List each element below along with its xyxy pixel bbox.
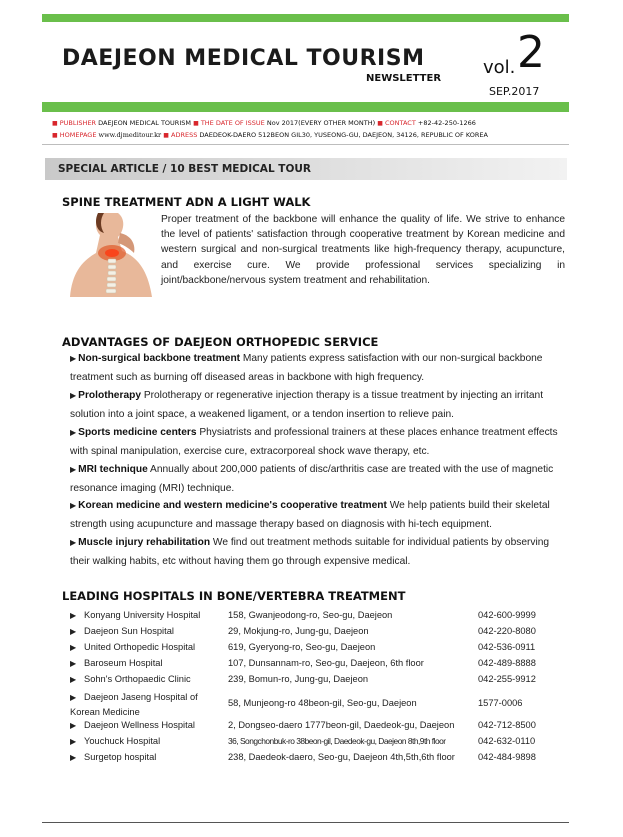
triangle-bullet-icon: ▶: [70, 643, 77, 652]
triangle-bullet-icon: ▶: [70, 428, 77, 437]
top-green-bar: [42, 14, 569, 22]
hospital-phone: 042-712-8500: [478, 720, 536, 730]
triangle-bullet-icon: ▶: [70, 693, 77, 702]
hospital-name: Daejeon Sun Hospital: [84, 626, 174, 636]
hospital-name: Sohn's Orthopaedic Clinic: [84, 674, 191, 684]
triangle-bullet-icon: ▶: [70, 659, 77, 668]
spine-heading: SPINE TREATMENT ADN A LIGHT WALK: [62, 195, 311, 209]
publication-info-line-1: [52, 119, 476, 127]
bottom-divider: [42, 822, 569, 823]
triangle-bullet-icon: ▶: [70, 627, 77, 636]
red-square-icon: ■: [193, 120, 199, 127]
info-value: DAEJEON MEDICAL TOURISM: [98, 119, 191, 127]
hospital-phone: 1577-0006: [478, 698, 523, 708]
advantage-item: [70, 534, 565, 572]
issue-date: SEP.2017: [489, 85, 540, 98]
advantage-term: Non-surgical backbone treatment: [78, 353, 241, 364]
hospital-row: [70, 690, 570, 720]
hospital-address: 36, Songchonbuk-ro 38beon-gil, Daedeok-gu, Daejeon 8th,9th floor: [228, 736, 446, 746]
red-square-icon: ■: [377, 120, 383, 127]
newsletter-subtitle: NEWSLETTER: [366, 73, 442, 84]
hospital-phone: 042-220-8080: [478, 626, 536, 636]
triangle-bullet-icon: ▶: [70, 675, 77, 684]
triangle-bullet-icon: ▶: [70, 721, 77, 730]
info-value: +82-42-250-1266: [417, 119, 476, 127]
homepage-link[interactable]: www.djmeditour.kr: [98, 131, 162, 139]
triangle-bullet-icon: ▶: [70, 391, 77, 400]
volume-label: vol.: [483, 57, 516, 78]
hospital-address: 29, Mokjung-ro, Jung-gu, Daejeon: [228, 626, 369, 636]
hospital-address: 58, Munjeong-ro 48beon-gil, Seo-gu, Daejeon: [228, 698, 417, 708]
hospital-address: 158, Gwanjeodong-ro, Seo-gu, Daejeon: [228, 610, 393, 620]
info-key: ADRESS: [171, 131, 198, 139]
advantage-term: Prolotherapy: [78, 390, 141, 401]
advantage-text: We help patients build their skeletal strength using acupuncture and massage therapy based on diagnosis with hi-tech equipment.: [70, 500, 550, 530]
hospital-name: Konyang University Hospital: [84, 610, 201, 620]
triangle-bullet-icon: ▶: [70, 611, 77, 620]
triangle-bullet-icon: ▶: [70, 737, 77, 746]
advantage-item: [70, 461, 565, 499]
advantage-text: Physiatrists and professional trainers at these places enhance treatment effects with spinal manipulation, exercise cure, extracorporeal shock wave therapy, etc.: [70, 427, 558, 457]
volume-number: 2: [517, 27, 545, 78]
advantage-term: Muscle injury rehabilitation: [78, 537, 211, 548]
masthead-green-bar: [42, 102, 569, 112]
triangle-bullet-icon: ▶: [70, 354, 77, 363]
red-square-icon: ■: [52, 120, 58, 127]
divider: [42, 144, 569, 145]
hospital-name: United Orthopedic Hospital: [84, 642, 196, 652]
info-value: Nov 2017(EVERY OTHER MONTH): [266, 119, 376, 127]
advantage-term: Korean medicine and western medicine's cooperative treatment: [78, 500, 387, 511]
advantage-text: We find out treatment methods suitable for individual patients by observing their walking habits, etc without having them go through expensive medical.: [70, 537, 550, 567]
advantage-item: [70, 497, 565, 535]
hospital-phone: 042-632-0110: [478, 736, 536, 746]
hospital-address: 239, Bomun-ro, Jung-gu, Daejeon: [228, 674, 369, 684]
newsletter-title: DAEJEON MEDICAL TOURISM: [62, 46, 425, 71]
info-value: DAEDEOK-DAERO 512BEON GIL30, YUSEONG-GU, DAEJEON, 34126, REPUBLIC OF KOREA: [199, 131, 488, 139]
neck-pain-photo: [60, 213, 154, 297]
advantage-item: [70, 350, 565, 388]
hospital-address: 2, Dongseo-daero 1777beon-gil, Daedeok-gu, Daejeon: [228, 720, 455, 730]
section-title: SPECIAL ARTICLE / 10 BEST MEDICAL TOUR: [58, 163, 311, 175]
hospital-name: Daejeon Jaseng Hospital of Korean Medicine: [70, 692, 198, 717]
red-square-icon: ■: [163, 132, 169, 139]
hospital-phone: 042-255-9912: [478, 674, 536, 684]
advantage-term: Sports medicine centers: [78, 427, 197, 438]
hospital-phone: 042-600-9999: [478, 610, 536, 620]
hospital-phone: 042-489-8888: [478, 658, 536, 668]
spine-intro-text: Proper treatment of the backbone will enhance the quality of life. We strive to enhance the level of patients' satisfaction through cooperative treatment by Korean medicine and western surgical and non-surgical treatments like high-frequency therapy, acupuncture, and exercise cure. We provide professional services specializing in joint/backbone/nervous system treatment and rehabilitation.: [161, 214, 565, 286]
hospital-name: Baroseum Hospital: [84, 658, 163, 668]
hospital-phone: 042-484-9898: [478, 752, 536, 762]
triangle-bullet-icon: ▶: [70, 501, 77, 510]
advantage-item: [70, 424, 565, 462]
advantage-item: [70, 387, 565, 425]
hospital-name: Daejeon Wellness Hospital: [84, 720, 195, 730]
triangle-bullet-icon: ▶: [70, 465, 77, 474]
publication-info-line-2: [52, 131, 488, 139]
hospitals-heading: LEADING HOSPITALS IN BONE/VERTEBRA TREATMENT: [62, 589, 406, 603]
hospital-address: 619, Gyeryong-ro, Seo-gu, Daejeon: [228, 642, 376, 652]
advantage-text: Prolotherapy or regenerative injection therapy is a tissue treatment by injecting an irritant solution into a joint space, a weakened ligament, or a tendon insertion to relieve pain.: [70, 390, 544, 420]
info-key: THE DATE OF ISSUE: [200, 119, 265, 127]
advantage-text: Many patients express satisfaction with our non-surgical backbone treatment such as burning off diseased areas in backbone with high frequency.: [70, 353, 543, 383]
hospital-address: 238, Daedeok-daero, Seo-gu, Daejeon 4th,5th,6th floor: [228, 752, 455, 762]
info-key: CONTACT: [384, 119, 416, 127]
advantage-term: MRI technique: [78, 464, 148, 475]
hospital-name: Youchuck Hospital: [84, 736, 161, 746]
red-square-icon: ■: [52, 132, 58, 139]
hospital-address: 107, Dunsannam-ro, Seo-gu, Daejeon, 6th floor: [228, 658, 424, 668]
triangle-bullet-icon: ▶: [70, 538, 77, 547]
advantage-text: Annually about 200,000 patients of disc/arthritis case are treated with the use of magnetic resonance imaging (MRI) technique.: [70, 464, 554, 494]
advantages-heading: ADVANTAGES OF DAEJEON ORTHOPEDIC SERVICE: [62, 335, 379, 349]
info-key: PUBLISHER: [59, 119, 97, 127]
hospital-name: Surgetop hospital: [84, 752, 157, 762]
triangle-bullet-icon: ▶: [70, 753, 77, 762]
hospital-phone: 042-536-0911: [478, 642, 536, 652]
info-key: HOMEPAGE: [59, 131, 97, 139]
